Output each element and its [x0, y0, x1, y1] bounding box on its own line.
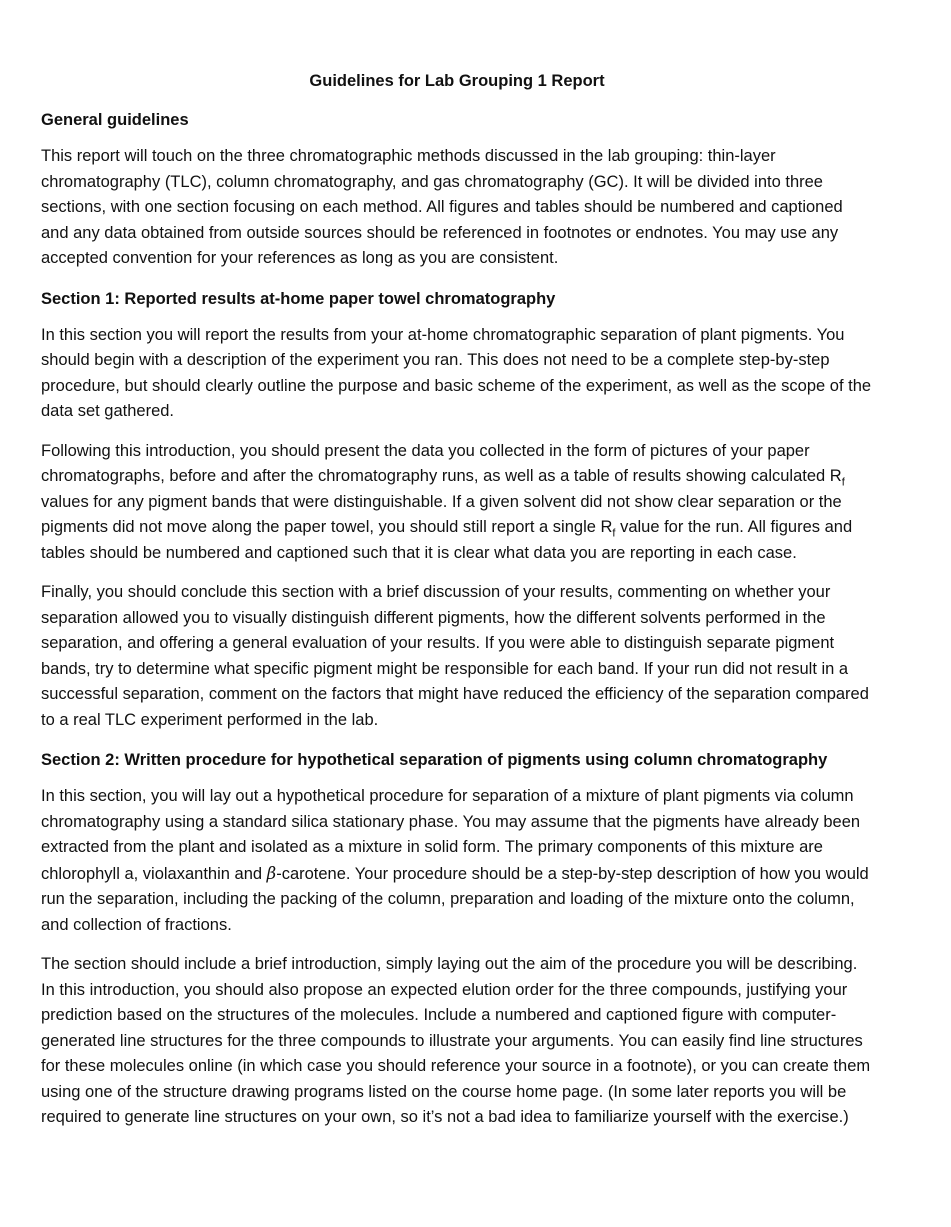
general-guidelines-heading: General guidelines: [41, 111, 189, 129]
section1-heading: Section 1: Reported results at-home paper towel chromatography: [41, 289, 556, 308]
section2-paragraph-1-part2: -carotene. Your procedure should be a step-by-step description of how you would run the separation, including the packing of the column, preparation and loading of the mixture onto the column, and collection of fractions.: [41, 864, 869, 934]
document-page: [41, 68, 873, 1145]
rf-subscript: f: [841, 476, 845, 489]
section2-heading: Section 2: Written procedure for hypothetical separation of pigments using column chromatography: [41, 751, 828, 769]
section1-paragraph-2-part3: value for the run. All figures and tables should be numbered and captioned such that it is clear what data you are reporting in each case.: [41, 518, 853, 562]
general-guidelines-paragraph: This report will touch on the three chromatographic methods discussed in the lab grouping: thin-layer chromatography (TLC), column chromatography, and gas chromatography (GC). It will be divided into three sections, with one section focusing on each method. All figures and tables should be numbered and captioned and any data obtained from outside sources should be referenced in footnotes or endnotes. You may use any accepted convention for your references as long as you are consistent.: [41, 147, 843, 267]
section1-paragraph-3: Finally, you should conclude this section with a brief discussion of your results, commenting on whether your separation allowed you to visually distinguish different pigments, how the different solvents performed in the separation, and offering a general evaluation of your results. If you were able to distinguish separate pigment bands, try to determine what specific pigment might be responsible for each band. If your run did not result in a successful separation, comment on the factors that might have reduced the efficiency of the separation compared to a real TLC experiment performed in the lab.: [41, 583, 869, 729]
section2-paragraph-2: The section should include a brief introduction, simply laying out the aim of the procedure you will be describing. In this introduction, you should also propose an expected elution order for the three compounds, justifying your prediction based on the structures of the molecules. Include a numbered and captioned figure with computer-generated line structures for the three compounds to illustrate your arguments. You can easily find line structures for these molecules online (in which case you should reference your source in a footnote), or you can create them using one of the structure drawing programs listed on the course home page. (In some later reports you will be required to generate line structures on your own, so it’s not a bad idea to familiarize yourself with the exercise.): [41, 955, 871, 1126]
section1-paragraph-2-part2: values for any pigment bands that were distinguishable. If a given solvent did not show clear separation or the pigments did not move along the paper towel, you should still report a single R: [41, 492, 842, 536]
section2-paragraph-1: [41, 784, 873, 938]
document-title: Guidelines for Lab Grouping 1 Report: [309, 72, 605, 90]
section1-paragraph-2-part1: Following this introduction, you should present the data you collected in the form of pictures of your paper chromatographs, before and after the chromatography runs, as well as a table of results showing calculated R: [41, 441, 842, 485]
beta-symbol: β: [266, 863, 277, 883]
section2-paragraph-1-part1: In this section, you will lay out a hypothetical procedure for separation of a mixture of plant pigments via column chromatography using a standard silica stationary phase. You may assume that the pigments have already been extracted from the plant and isolated as a mixture in solid form. The primary components of this mixture are chlorophyll a, violaxanthin and: [41, 787, 861, 883]
section1-paragraph-2: [41, 439, 873, 567]
section1-paragraph-1: In this section you will report the results from your at-home chromatographic separation of plant pigments. You should begin with a description of the experiment you ran. This does not need to be a complete step-by-step procedure, but should clearly outline the purpose and basic scheme of the experiment, as well as the scope of the data set gathered.: [41, 325, 872, 420]
rf-subscript: f: [612, 527, 616, 540]
